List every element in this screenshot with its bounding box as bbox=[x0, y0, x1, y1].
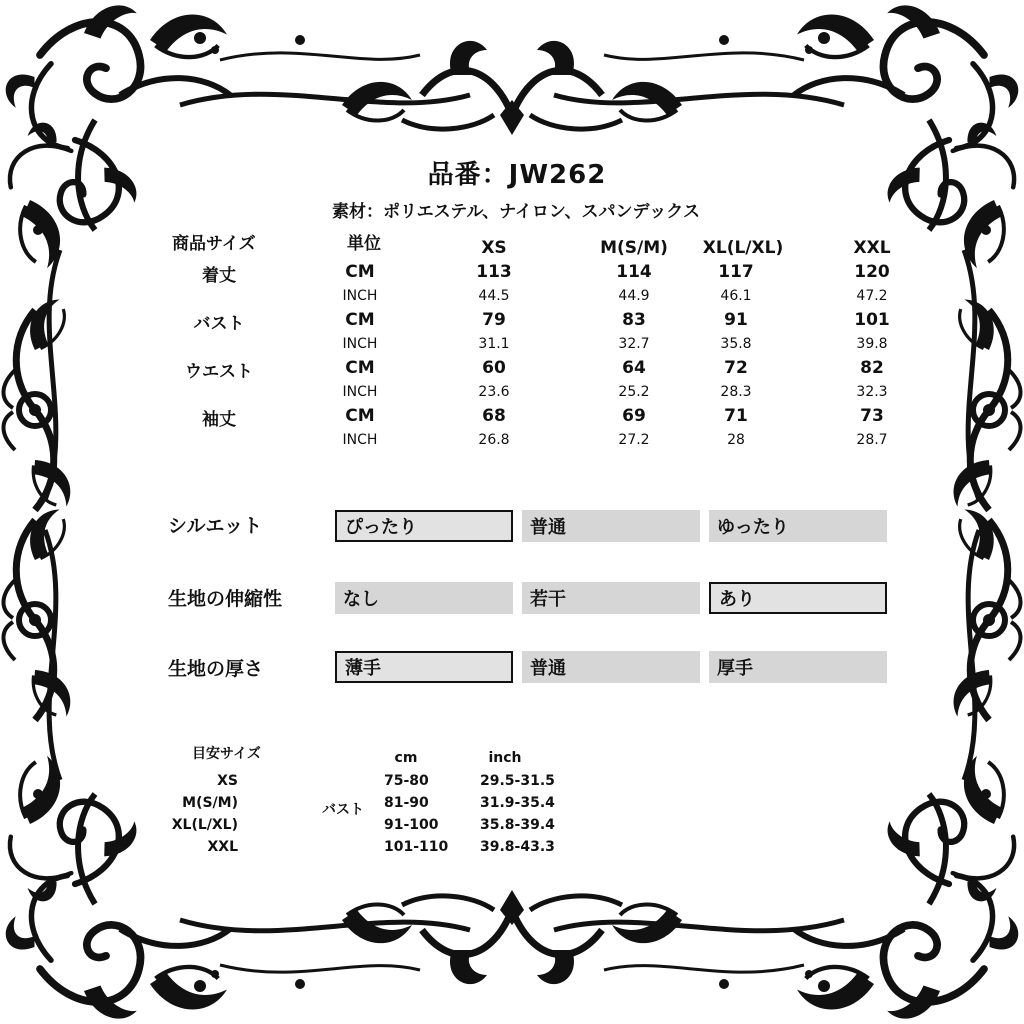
guide-measure-label: バスト bbox=[322, 802, 364, 818]
guide-size: XL(L/XL) bbox=[171, 817, 238, 833]
table-cell: 32.7 bbox=[618, 336, 650, 352]
guide-size: M(S/M) bbox=[182, 795, 238, 811]
table-cell: 31.1 bbox=[478, 336, 510, 352]
guide-inch: 31.9-35.4 bbox=[480, 795, 555, 811]
feature-option-selected: あり bbox=[709, 582, 887, 614]
table-cell: 23.6 bbox=[478, 384, 510, 400]
guide-inch: 39.8-43.3 bbox=[480, 839, 555, 855]
table-cell: 27.2 bbox=[618, 432, 650, 448]
feature-option-selected: ぴったり bbox=[335, 510, 513, 542]
feature-option-selected: 薄手 bbox=[335, 651, 513, 683]
feature-option: ゆったり bbox=[709, 510, 887, 542]
table-cell: 114 bbox=[616, 262, 652, 282]
page-title: 品番：JW262 bbox=[427, 160, 607, 190]
table-cell: 72 bbox=[724, 358, 748, 378]
unit-header: 単位 bbox=[347, 234, 381, 254]
unit-inch: INCH bbox=[342, 336, 378, 352]
table-cell: 120 bbox=[854, 262, 890, 282]
unit-cm: CM bbox=[345, 358, 375, 378]
size-header-xl: XL(L/XL) bbox=[702, 238, 784, 258]
table-cell: 39.8 bbox=[856, 336, 888, 352]
table-cell: 47.2 bbox=[856, 288, 888, 304]
size-label-header: 商品サイズ bbox=[172, 234, 256, 254]
table-cell: 68 bbox=[482, 406, 506, 426]
material-text: 素材：ポリエステル、ナイロン、スパンデックス bbox=[331, 202, 701, 222]
table-cell: 91 bbox=[724, 310, 748, 330]
feature-label-stretch: 生地の伸縮性 bbox=[168, 588, 283, 610]
feature-option: 厚手 bbox=[709, 651, 887, 683]
table-cell: 46.1 bbox=[720, 288, 752, 304]
guide-title: 目安サイズ bbox=[192, 746, 261, 762]
row-label-bust: バスト bbox=[193, 314, 245, 334]
size-header-m: M(S/M) bbox=[600, 238, 668, 258]
size-header-xxl: XXL bbox=[853, 238, 891, 258]
table-cell: 44.5 bbox=[478, 288, 510, 304]
row-label-length: 着丈 bbox=[202, 266, 236, 286]
table-cell: 101 bbox=[854, 310, 890, 330]
table-cell: 73 bbox=[860, 406, 884, 426]
feature-option: なし bbox=[335, 582, 513, 614]
guide-size: XS bbox=[217, 773, 238, 789]
table-cell: 71 bbox=[724, 406, 748, 426]
row-label-sleeve: 袖丈 bbox=[202, 410, 236, 430]
feature-label-silhouette: シルエット bbox=[168, 515, 263, 537]
table-cell: 117 bbox=[718, 262, 754, 282]
size-header-xs: XS bbox=[481, 238, 507, 258]
table-cell: 83 bbox=[622, 310, 646, 330]
unit-cm: CM bbox=[345, 406, 375, 426]
row-label-waist: ウエスト bbox=[185, 362, 253, 382]
table-cell: 25.2 bbox=[618, 384, 650, 400]
guide-cm: 91-100 bbox=[384, 817, 439, 833]
guide-inch: 35.8-39.4 bbox=[480, 817, 555, 833]
guide-inch-header: inch bbox=[488, 750, 522, 766]
table-cell: 28.7 bbox=[856, 432, 888, 448]
table-cell: 28.3 bbox=[720, 384, 752, 400]
table-cell: 26.8 bbox=[478, 432, 510, 448]
table-cell: 64 bbox=[622, 358, 646, 378]
table-cell: 35.8 bbox=[720, 336, 752, 352]
guide-size: XXL bbox=[207, 839, 238, 855]
guide-cm: 75-80 bbox=[384, 773, 429, 789]
table-cell: 44.9 bbox=[618, 288, 650, 304]
table-cell: 28 bbox=[727, 432, 745, 448]
unit-inch: INCH bbox=[342, 384, 378, 400]
feature-option: 若干 bbox=[522, 582, 700, 614]
unit-cm: CM bbox=[345, 310, 375, 330]
unit-cm: CM bbox=[345, 262, 375, 282]
unit-inch: INCH bbox=[342, 288, 378, 304]
guide-inch: 29.5-31.5 bbox=[480, 773, 555, 789]
feature-option: 普通 bbox=[522, 651, 700, 683]
unit-inch: INCH bbox=[342, 432, 378, 448]
table-cell: 69 bbox=[622, 406, 646, 426]
table-cell: 113 bbox=[476, 262, 512, 282]
table-cell: 32.3 bbox=[856, 384, 888, 400]
table-cell: 60 bbox=[482, 358, 506, 378]
guide-cm: 81-90 bbox=[384, 795, 429, 811]
feature-label-thickness: 生地の厚さ bbox=[168, 658, 264, 680]
table-cell: 82 bbox=[860, 358, 884, 378]
feature-option: 普通 bbox=[522, 510, 700, 542]
guide-cm-header: cm bbox=[394, 750, 418, 766]
table-cell: 79 bbox=[482, 310, 506, 330]
guide-cm: 101-110 bbox=[384, 839, 449, 855]
